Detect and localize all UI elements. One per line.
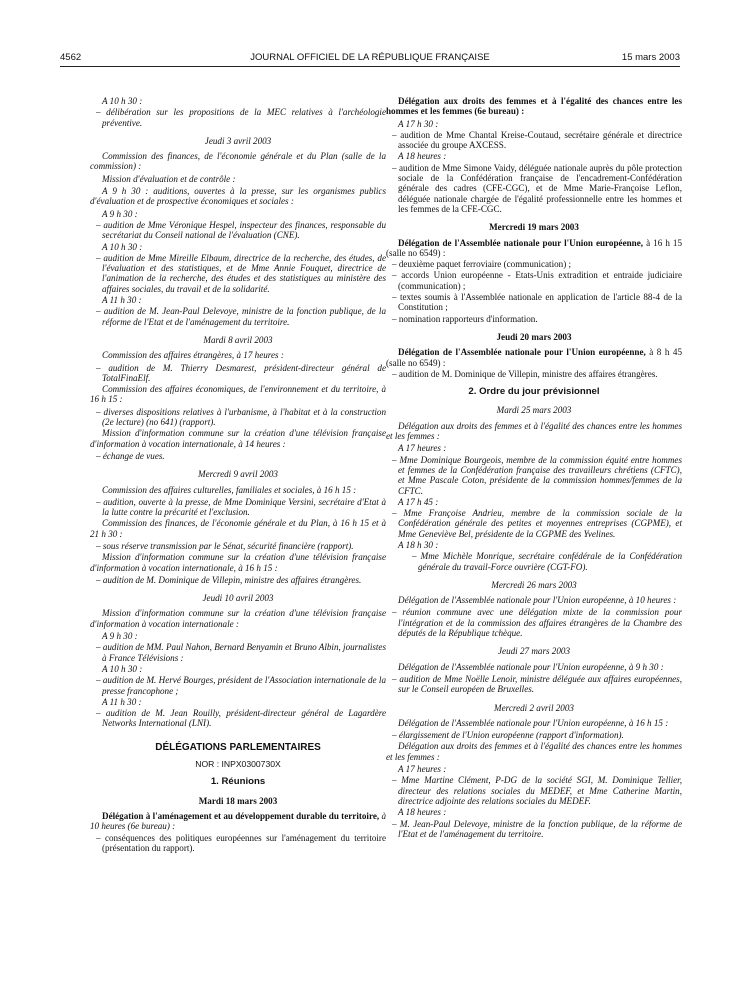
time-label: A 10 h 30 : (102, 663, 143, 674)
delegation-name: Délégation de l'Assemblée nationale pour l'Union européenne, (398, 347, 646, 358)
delegation-heading: Délégation aux droits des femmes et à l'égalité des chances entre les hommes et les femmes : (386, 420, 682, 442)
day-heading: Jeudi 3 avril 2003 (204, 135, 272, 146)
time-label: A 18 h 30 : (398, 539, 439, 550)
delegation-heading (386, 347, 682, 368)
subsection-title: 1. Réunions (210, 776, 266, 788)
day-heading: Mardi 18 mars 2003 (198, 795, 278, 806)
day-heading: Mercredi 26 mars 2003 (491, 579, 577, 590)
day-heading: Mercredi 19 mars 2003 (489, 222, 579, 233)
issue-date: 15 mars 2003 (621, 52, 680, 63)
agenda-item: – audition de Mme Chantal Kreise-Coutaud, secrétaire générale et directrice associée du groupe AXCESS. (392, 129, 682, 151)
agenda-item: – Mme Michèle Monrique, secrétaire confédérale de la Confédération générale du travail-Force ouvrière (CGT-FO). (412, 551, 682, 572)
agenda-item: – conséquences des politiques européennes sur l'aménagement du territoire (présentation du rapport). (96, 832, 386, 853)
agenda-item: – audition de MM. Paul Nahon, Bernard Benyamin et Bruno Albin, journalistes à France Télévisions : (96, 642, 386, 663)
delegation-heading: Délégation aux droits des femmes et à l'égalité des chances entre les hommes et les femmes (6e bureau) : (386, 96, 682, 117)
time-label: A 18 heures : (398, 807, 447, 818)
delegation-heading (386, 238, 682, 259)
delegation-heading: Délégation de l'Assemblée nationale pour l'Union européenne, à 9 h 30 : (398, 661, 664, 672)
header-rule (60, 66, 680, 67)
agenda-item: – audition de M. Jean-Paul Delevoye, ministre de la fonction publique, de la réforme de l'Etat et de l'aménagement du territoire. (96, 306, 386, 327)
time-label: A 18 heures : (398, 151, 447, 162)
time-label: A 10 h 30 : (102, 241, 143, 252)
agenda-item: – audition de Mme Mireille Elbaum, directrice de la recherche, des études, de l'évaluation et des statistiques, et de Mme Annie Fouquet, directrice de l'animation de la recherche, des études et des statistiques au ministère des affaires sociales, du travail et de la solidarité. (96, 252, 386, 294)
time-label: A 17 heures : (398, 443, 447, 454)
agenda-item: – audition de M. Dominique de Villepin, ministre des affaires étrangères. (392, 368, 658, 379)
committee-heading: Commission des finances, de l'économie générale et du Plan, à 16 h 15 et à 21 h 30 : (90, 518, 386, 539)
committee-heading: Commission des affaires économiques, de l'environnement et du territoire, à 16 h 15 : (90, 384, 386, 405)
agenda-item: – diverses dispositions relatives à l'urbanisme, à l'habitat et à la construction (2e lecture) (no 641) (rapport). (96, 406, 386, 428)
day-heading: Jeudi 20 mars 2003 (496, 331, 572, 342)
agenda-item: – audition de Mme Noëlle Lenoir, ministre déléguée aux affaires européennes, sur le Conseil européen de Bruxelles. (392, 673, 682, 695)
committee-heading: Mission d'information commune sur la création d'une télévision française d'information à vocation internationale, à 14 heures : (90, 428, 386, 449)
agenda-item: – audition de M. Thierry Desmarest, président-directeur général de TotalFinaElf. (96, 362, 386, 383)
section-title: DÉLÉGATIONS PARLEMENTAIRES (155, 741, 321, 753)
time-label: A 10 h 30 : (102, 96, 143, 106)
left-column (90, 96, 386, 854)
agenda-item: – audition de M. Hervé Bourges, président de l'Association internationale de la presse francophone ; (96, 675, 386, 696)
agenda-item: – M. Jean-Paul Delevoye, ministre de la fonction publique, de la réforme de l'Etat et de l'aménagement du territoire. (392, 818, 682, 839)
time-label: A 17 heures : (398, 764, 447, 775)
subsection-title: 2. Ordre du jour prévisionnel (468, 386, 600, 398)
delegation-heading: Délégation de l'Assemblée nationale pour l'Union européenne, à 16 h 15 : (398, 717, 669, 728)
delegation-heading: Délégation aux droits des femmes et à l'égalité des chances entre les hommes et les femmes : (386, 741, 682, 762)
time-label: A 17 h 30 : (398, 118, 439, 129)
agenda-item: – textes soumis à l'Assemblée nationale en application de l'article 88-4 de la Constitution ; (392, 292, 682, 313)
agenda-item: – Mme Martine Clément, P-DG de la société SGI, M. Dominique Tellier, directeur des relations sociales du MEDEF, et Mme Catherine Martin, directrice adjointe des relations sociales du MEDEF. (392, 775, 682, 806)
delegation-name: Délégation à l'aménagement et au développement durable du territoire, (102, 810, 380, 821)
committee-heading: Mission d'information commune sur la création d'une télévision française d'information à vocation internationale, à 16 h 15 : (90, 552, 386, 573)
agenda-item: – audition de Mme Véronique Hespel, inspecteur des finances, responsable du secrétariat du Conseil national de l'évaluation (CNE). (96, 219, 386, 241)
agenda-item: – deuxième paquet ferroviaire (communication) ; (392, 259, 572, 270)
right-column (386, 96, 682, 840)
nor-reference: NOR : INPX0300730X (195, 759, 281, 770)
agenda-item: – délibération sur les propositions de la MEC relatives à l'archéologie préventive. (96, 107, 386, 128)
agenda-item: – Mme Françoise Andrieu, membre de la commission sociale de la Confédération générale des petites et moyennes entreprises (CGPME), et Mme Geneviève Bel, présidente de la CGPME des Yvelines. (392, 508, 682, 539)
day-heading: Mercredi 2 avril 2003 (494, 702, 574, 713)
journal-title: JOURNAL OFFICIEL DE LA RÉPUBLIQUE FRANÇAISE (250, 52, 490, 63)
day-heading: Jeudi 27 mars 2003 (498, 646, 570, 657)
day-heading: Jeudi 10 avril 2003 (202, 593, 274, 604)
agenda-item: – Mme Dominique Bourgeois, membre de la commission équité entre hommes et femmes de la Confédération française des travailleurs chrétiens (CFTC), et Mme Pascale Coton, présidente de la commission hommes/femmes de la CFTC. (392, 454, 682, 496)
delegation-heading (90, 811, 386, 832)
session-intro: A 9 h 30 : auditions, ouvertes à la presse, sur les organismes publics d'évaluation et de prospective économiques et sociales : (90, 186, 386, 207)
committee-heading: Commission des affaires culturelles, familiales et sociales, à 16 h 15 : (102, 484, 357, 495)
delegation-time: à 8 h 45 (salle no 6549) : (386, 347, 682, 368)
agenda-item: – audition, ouverte à la presse, de Mme Dominique Versini, secrétaire d'Etat à la lutte contre la précarité et l'exclusion. (96, 496, 386, 518)
time-label: A 9 h 30 : (102, 208, 138, 219)
page-number: 4562 (60, 52, 82, 63)
day-heading: Mardi 8 avril 2003 (203, 334, 273, 345)
delegation-heading: Délégation de l'Assemblée nationale pour l'Union européenne, à 10 heures : (398, 595, 677, 606)
time-label: A 11 h 30 : (102, 295, 142, 306)
agenda-item: – accords Union européenne - Etats-Unis extradition et entraide judiciaire (communication) ; (392, 270, 682, 291)
agenda-item: – élargissement de l'Union européenne (rapport d'information). (392, 730, 624, 741)
agenda-item: – nomination rapporteurs d'information. (392, 313, 538, 324)
agenda-item: – audition de M. Jean Rouilly, président-directeur général de Lagardère Networks International (LNI). (96, 708, 386, 729)
delegation-time: à 16 h 15 (salle no 6549) : (386, 237, 683, 258)
day-heading: Mardi 25 mars 2003 (496, 405, 572, 416)
time-label: A 9 h 30 : (102, 631, 138, 642)
time-label: A 17 h 45 : (398, 496, 439, 507)
agenda-item: – réunion commune avec une délégation mixte de la commission pour l'intégration et de la commission des affaires étrangères de la Chambre des députés de la République tchèque. (392, 607, 682, 639)
agenda-item: – sous réserve transmission par le Sénat, sécurité financière (rapport). (96, 540, 354, 551)
agenda-item: – échange de vues. (96, 450, 165, 461)
agenda-item: – audition de M. Dominique de Villepin, ministre des affaires étrangères. (96, 574, 362, 585)
committee-heading: Commission des affaires étrangères, à 17 heures : (102, 350, 284, 361)
delegation-time: à 10 heures (6e bureau) : (90, 810, 386, 832)
time-label: A 11 h 30 : (102, 696, 142, 707)
agenda-item: – audition de Mme Simone Vaidy, déléguée nationale auprès du pôle protection sociale de la Confédération française de l'encadrement-Confédération générale des cadres (CFE-CGC), et de Mme Marie-Françoise Leflon, déléguée nationale chargée de l'égalité professionnelle entre les hommes et les femmes de la CFE-CGC. (392, 162, 682, 214)
committee-heading: Commission des finances, de l'économie générale et du Plan (salle de la commission) : (90, 151, 386, 172)
delegation-name: Délégation de l'Assemblée nationale pour l'Union européenne, (398, 237, 644, 248)
page-header (60, 52, 680, 66)
day-heading: Mercredi 9 avril 2003 (198, 469, 278, 480)
mission-heading: Mission d'évaluation et de contrôle : (102, 173, 236, 184)
committee-heading: Mission d'information commune sur la création d'une télévision française d'information à vocation internationale : (90, 608, 386, 629)
